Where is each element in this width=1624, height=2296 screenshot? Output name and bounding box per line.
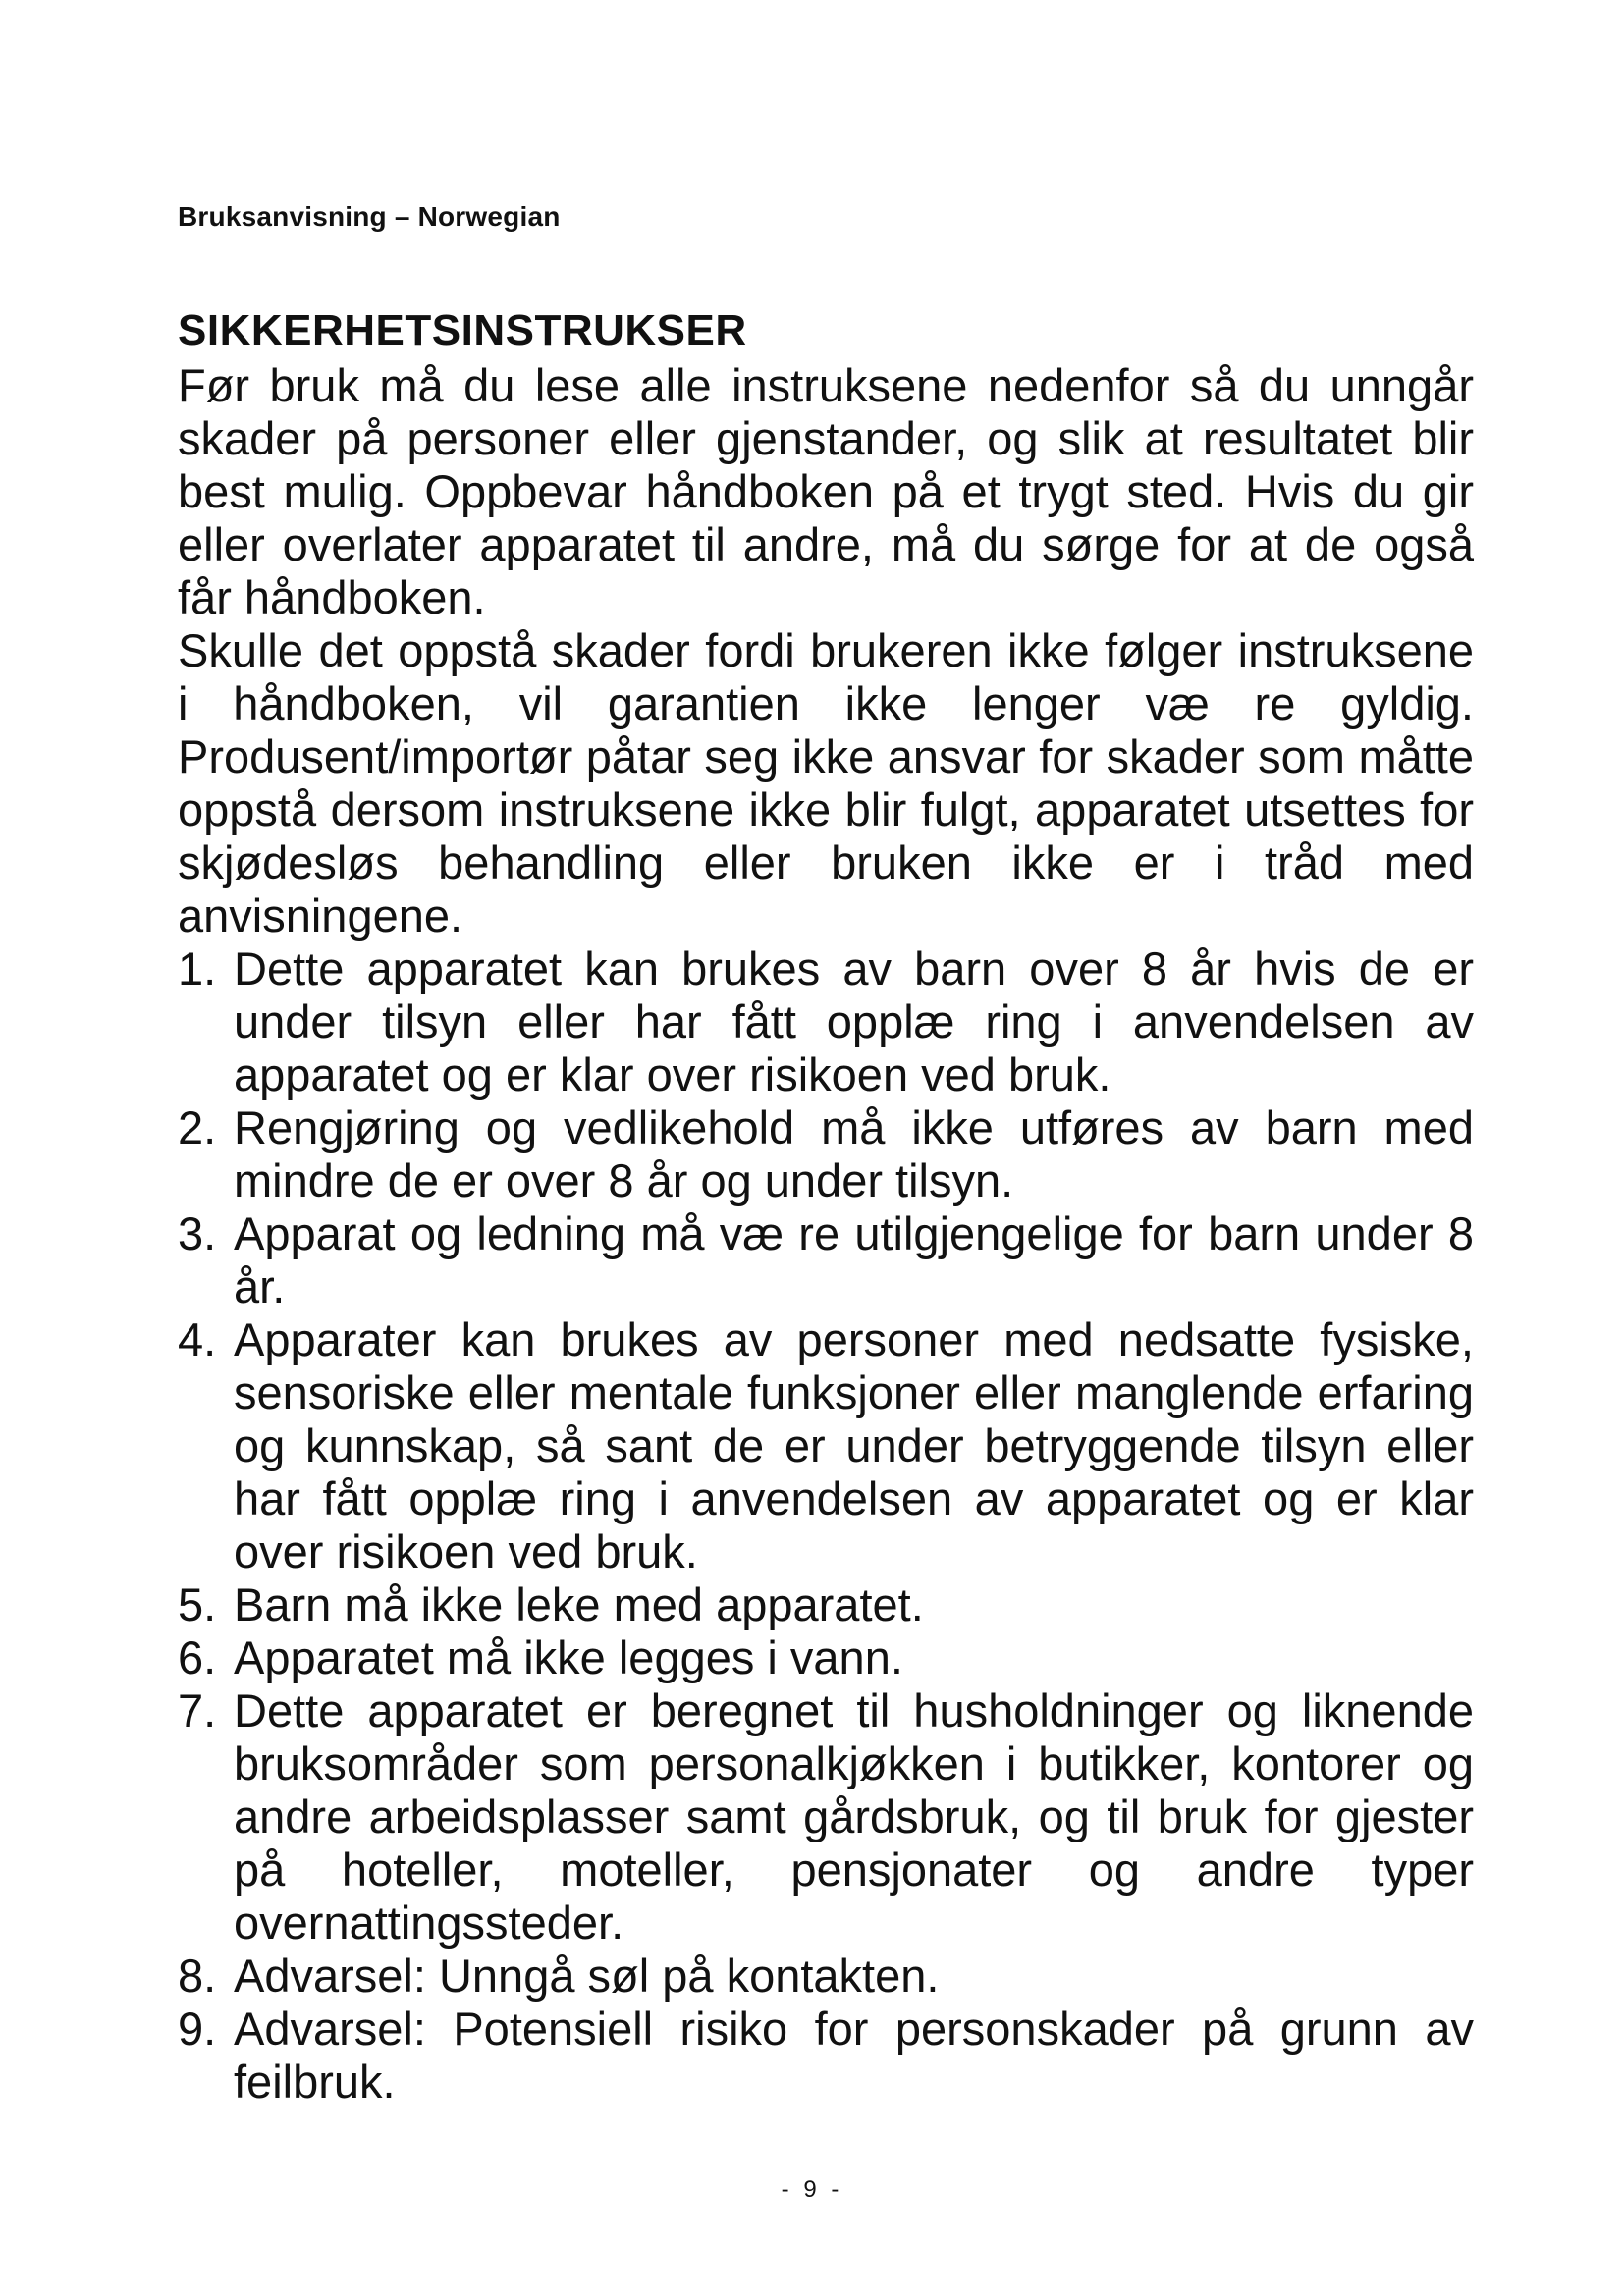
item-number: 1. [178, 942, 217, 994]
section-title: SIKKERHETSINSTRUKSER [178, 306, 747, 354]
intro-paragraph: Før bruk må du lese alle instruksene nedenfor så du unngår skader på personer eller gjenstander, og slik at resultatet blir best mulig. Oppbevar håndboken på et trygt sted. Hvis du gir eller overlater apparatet til andre, må du sørge for at de også får håndboken. [178, 359, 1474, 623]
instruction-list [178, 942, 1474, 2109]
list-item [178, 1313, 1474, 1578]
item-text: Dette apparatet er beregnet til husholdninger og liknende bruksområder som personalkjøkken i butikker, kontorer og andre arbeidsplasser samt gårdsbruk, og til bruk for gjester på hoteller, moteller, pensjonater og andre typer overnattingssteder. [234, 1684, 1474, 1949]
list-item [178, 1101, 1474, 1207]
item-number: 6. [178, 1631, 217, 1683]
list-item [178, 1631, 1474, 1684]
item-text: Apparat og ledning må væ re utilgjengelige for barn under 8 år. [234, 1207, 1474, 1312]
item-number: 2. [178, 1101, 217, 1153]
item-number: 7. [178, 1684, 217, 1736]
item-number: 5. [178, 1578, 217, 1630]
item-number: 8. [178, 1949, 217, 2002]
item-text: Barn må ikke leke med apparatet. [234, 1578, 924, 1630]
list-item [178, 1949, 1474, 2002]
item-text: Apparater kan brukes av personer med nedsatte fysiske, sensoriske eller mentale funksjoner eller manglende erfaring og kunnskap, så sant de er under betryggende tilsyn eller har fått opplæ ring i anvendelsen av apparatet og er klar over risikoen ved bruk. [234, 1313, 1474, 1577]
list-item [178, 1684, 1474, 1949]
item-text: Advarsel: Unngå søl på kontakten. [234, 1949, 940, 2002]
list-item [178, 1207, 1474, 1313]
item-number: 4. [178, 1313, 217, 1365]
item-text: Rengjøring og vedlikehold må ikke utføres av barn med mindre de er over 8 år og under tilsyn. [234, 1101, 1474, 1206]
item-number: 3. [178, 1207, 217, 1259]
safety-instructions-section [178, 302, 1474, 2109]
page-number: - 9 - [781, 2176, 843, 2203]
list-item [178, 1578, 1474, 1631]
warranty-paragraph: Skulle det oppstå skader fordi brukeren ikke følger instruksene i håndboken, vil garantien ikke lenger væ re gyldig. Produsent/importør påtar seg ikke ansvar for skader som måtte oppstå dersom instruksene ikke blir fulgt, apparatet utsettes for skjødesløs behandling eller bruken ikke er i tråd med anvisningene. [178, 624, 1474, 941]
header-label: Bruksanvisning – Norwegian [178, 201, 561, 232]
item-text: Advarsel: Potensiell risiko for personskader på grunn av feilbruk. [234, 2002, 1474, 2108]
item-number: 9. [178, 2002, 217, 2055]
list-item [178, 2002, 1474, 2109]
item-text: Apparatet må ikke legges i vann. [234, 1631, 903, 1683]
item-text: Dette apparatet kan brukes av barn over 8 år hvis de er under tilsyn eller har fått opplæ ring i anvendelsen av apparatet og er klar over risikoen ved bruk. [234, 942, 1474, 1100]
list-item [178, 942, 1474, 1101]
